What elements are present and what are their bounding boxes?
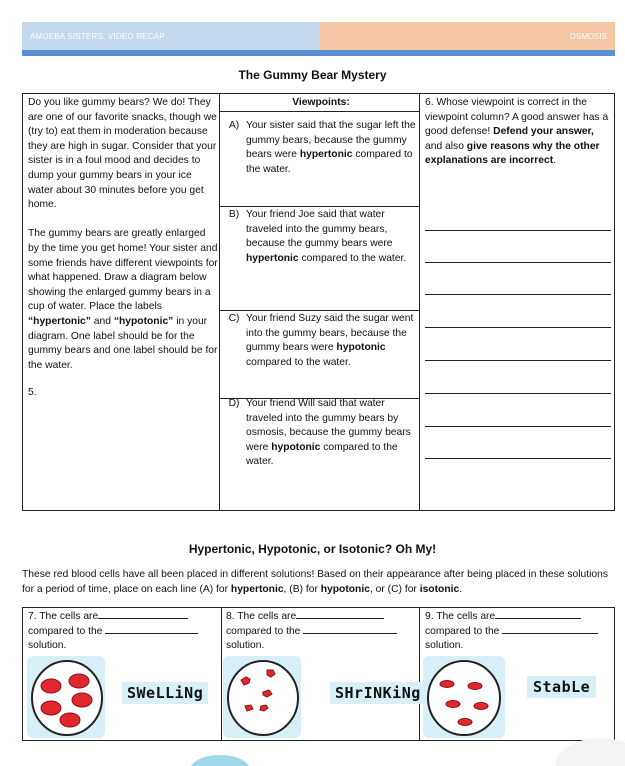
swelling-note: SWeLLiNg (122, 682, 208, 704)
answer-blank[interactable] (105, 625, 198, 634)
stable-note: StabLe (527, 676, 596, 698)
swelling-cells-illustration (27, 656, 105, 738)
column-divider (221, 608, 222, 740)
gummy-bear-table (22, 93, 615, 511)
answer-blank[interactable] (495, 610, 581, 619)
row-divider (219, 310, 419, 311)
answer-line[interactable] (425, 360, 611, 361)
viewpoint-text: Your friend Will said that water traveled into the gummy bears by osmosis, because the gummy bears were hypotonic compared to the water. (246, 398, 411, 468)
answer-line[interactable] (425, 294, 611, 295)
question-6-prompt: 6. Whose viewpoint is correct in the viewpoint column? A good answer has a good defense! Defend your answer, and also give reasons why the other explanations are incorrect. (425, 97, 609, 167)
swollen-blood-cell (41, 701, 61, 715)
question-7: 7. The cells are compared to the solution. (28, 610, 218, 654)
normal-blood-cell (446, 701, 460, 708)
question-9: 9. The cells are compared to the solution. (425, 610, 615, 654)
swollen-blood-cell (72, 693, 92, 707)
swollen-blood-cell (69, 674, 89, 688)
column-divider (219, 94, 220, 510)
viewpoint-letter: C) (228, 313, 240, 324)
question-8: 8. The cells are compared to the solution. (226, 610, 416, 654)
normal-blood-cell (440, 681, 454, 688)
viewpoint-text: Your friend Suzy said the sugar went into the gummy bears, because the gummy bears were hypotonic compared to the water. (246, 313, 414, 368)
header-rule (22, 50, 615, 56)
question-5-number: 5. (28, 386, 37, 398)
answer-line[interactable] (425, 426, 611, 427)
header-series-label: AMOEBA SISTERS: VIDEO RECAP (22, 22, 320, 50)
answer-line[interactable] (425, 458, 611, 459)
stable-cells-illustration (423, 656, 505, 738)
answer-line[interactable] (425, 393, 611, 394)
viewpoints-heading: Viewpoints: (292, 97, 350, 108)
answer-blank[interactable] (98, 610, 188, 619)
column-divider (419, 608, 420, 740)
viewpoint-letter: D) (228, 398, 240, 409)
swollen-blood-cell (60, 713, 80, 727)
shrinking-cells-illustration (223, 656, 301, 738)
header-topic-label: OSMOSIS (320, 22, 615, 50)
viewpoint-text: Your sister said that the sugar left the gummy bears, because the gummy bears were hypertonic compared to the water. (246, 120, 416, 175)
section-2-title: Hypertonic, Hypotonic, or Isotonic? Oh My! (188, 542, 437, 556)
row-divider (219, 206, 419, 207)
viewpoint-b (222, 208, 420, 266)
scenario-text (28, 96, 218, 415)
page-title: The Gummy Bear Mystery (238, 68, 387, 82)
viewpoint-a (222, 119, 420, 177)
viewpoint-c (222, 312, 420, 370)
partial-graphic (190, 755, 250, 766)
normal-blood-cell (468, 683, 482, 690)
worksheet-header (22, 22, 615, 50)
viewpoint-text: Your friend Joe said that water traveled into the gummy bears, because the gummy bears were hypertonic compared to the water. (246, 209, 407, 264)
scenario-paragraph-1: Do you like gummy bears? We do! They are one of our favorite snacks, though we (try to) eat them in moderation because they are high in sugar. Consider that your sister is in a foul mood and decides to dump your gummy bears in your ice water about 30 minutes before you get home. (28, 97, 217, 211)
swollen-blood-cell (41, 679, 61, 693)
normal-blood-cell (474, 703, 488, 710)
blood-cell-table (22, 607, 615, 741)
answer-line[interactable] (425, 327, 611, 328)
scenario-paragraph-2: The gummy bears are greatly enlarged by the time you get home! Your sister and some friends have different viewpoints for what happened. Draw a diagram below showing the enlarged gummy bears in a cup of water. Place the labels “hypertonic” and “hypotonic” in your diagram. One label should be for the gummy bears and one label should be for the water. (28, 228, 218, 371)
page-corner-shadow (555, 738, 625, 766)
normal-blood-cell (458, 719, 472, 726)
viewpoint-letter: A) (228, 120, 240, 131)
answer-blank[interactable] (303, 625, 397, 634)
viewpoint-d (222, 397, 420, 470)
shrinking-note: SHrINKiNg (330, 682, 426, 704)
row-divider (219, 111, 419, 112)
answer-blank[interactable] (502, 625, 598, 634)
answer-blank[interactable] (296, 610, 384, 619)
answer-line[interactable] (425, 262, 611, 263)
section-2-intro: These red blood cells have all been placed in different solutions! Based on their appearance after being placed in these solutions for a period of time, place on each line (A) for hypertonic, (B) for hypotonic, or (C) for isotonic. (22, 569, 608, 595)
answer-line[interactable] (425, 230, 611, 231)
viewpoint-letter: B) (228, 209, 240, 220)
